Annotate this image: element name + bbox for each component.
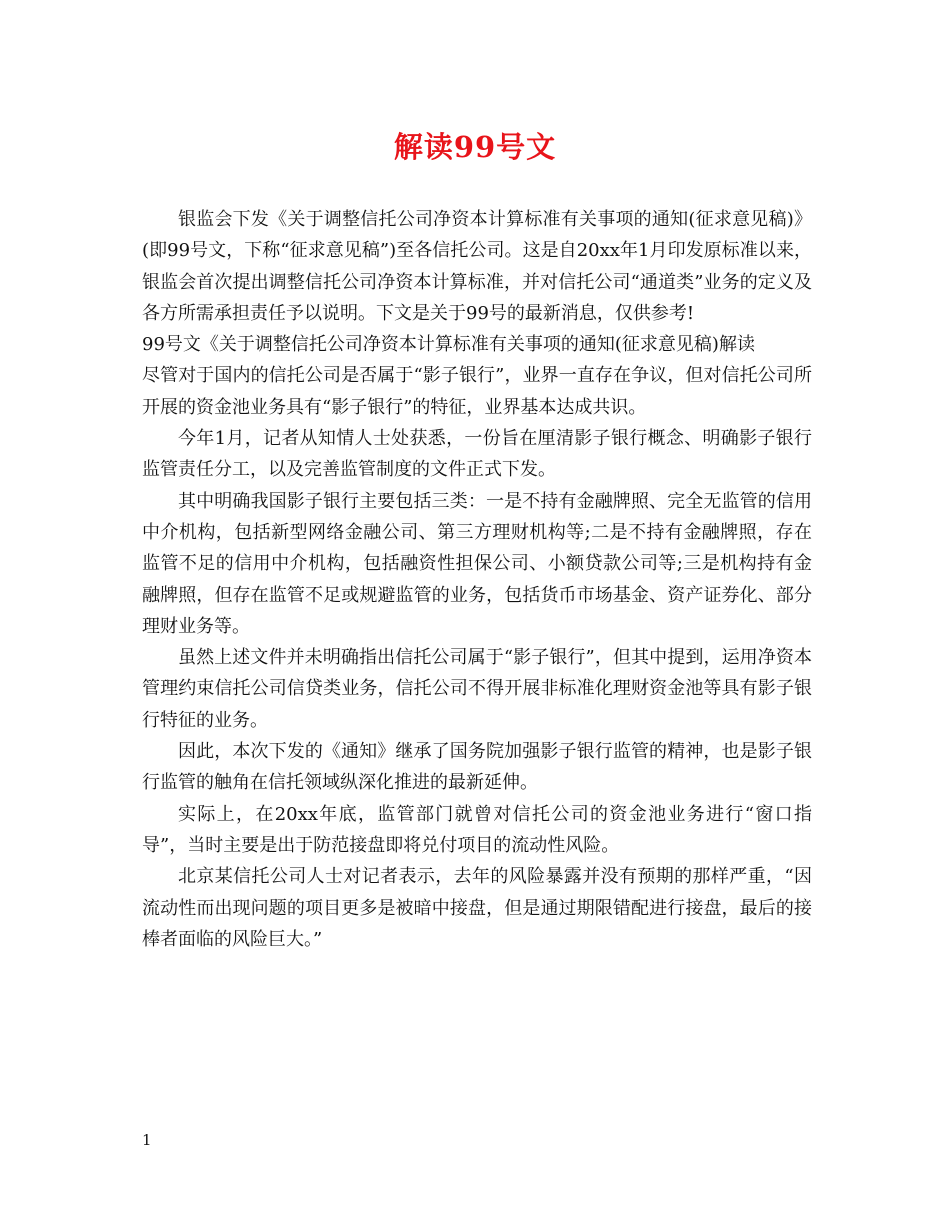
page-number: 1 [142,1131,152,1149]
paragraph: 99号文《关于调整信托公司净资本计算标准有关事项的通知(征求意见稿)解读 [142,334,755,356]
paragraph: 今年1月，记者从知情人士处获悉，一份旨在厘清影子银行概念、明确影子银行监管责任分工，以及完善监管制度的文件正式下发。 [142,428,812,481]
paragraph: 虽然上述文件并未明确指出信托公司属于“影子银行”，但其中提到，运用净资本管理约束信托公司信贷类业务，信托公司不得开展非标准化理财资金池等具有影子银行特征的业务。 [142,647,812,731]
paragraph: 其中明确我国影子银行主要包括三类：一是不持有金融牌照、完全无监管的信用中介机构，包括新型网络金融公司、第三方理财机构等;二是不持有金融牌照，存在监管不足的信用中介机构，包括融资性担保公司、小额贷款公司等;三是机构持有金融牌照，但存在监管不足或规避监管的业务，包括货币市场基金、资产证券化、部分理财业务等。 [142,490,812,637]
document-title: 解读99号文 [393,130,557,164]
paragraph: 银监会下发《关于调整信托公司净资本计算标准有关事项的通知(征求意见稿)》(即99号文，下称“征求意见稿”)至各信托公司。这是自20xx年1月印发原标准以来，银监会首次提出调整信托公司净资本计算标准，并对信托公司“通道类”业务的定义及各方所需承担责任予以说明。下文是关于99号的最新消息，仅供参考! [142,209,812,324]
paragraph: 因此，本次下发的《通知》继承了国务院加强影子银行监管的精神，也是影子银行监管的触角在信托领域纵深化推进的最新延伸。 [142,741,812,794]
document-body [142,204,812,955]
paragraph: 北京某信托公司人士对记者表示，去年的风险暴露并没有预期的那样严重，“因流动性而出现问题的项目更多是被暗中接盘，但是通过期限错配进行接盘，最后的接棒者面临的风险巨大。” [142,866,812,950]
paragraph: 实际上，在20xx年底，监管部门就曾对信托公司的资金池业务进行“窗口指导”，当时主要是出于防范接盘即将兑付项目的流动性风险。 [142,803,812,856]
paragraph: 尽管对于国内的信托公司是否属于“影子银行”，业界一直存在争议，但对信托公司所开展的资金池业务具有“影子银行”的特征，业界基本达成共识。 [142,365,812,418]
